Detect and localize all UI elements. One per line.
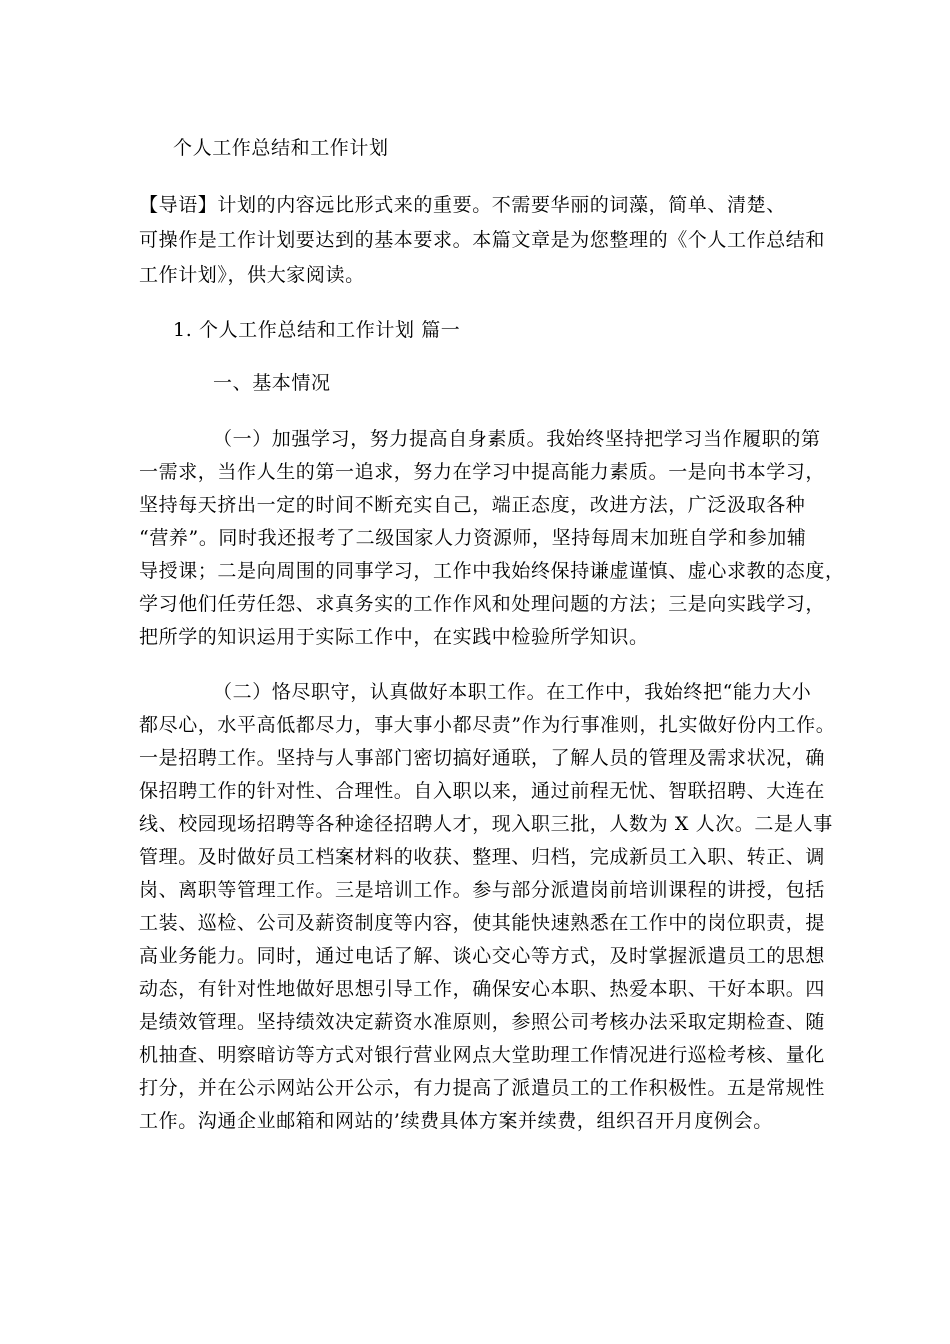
paragraph-line: 一需求，当作人生的第一追求，努力在学习中提高能力素质。一是向书本学习， xyxy=(139,461,826,483)
paragraph-line: 坚持每天挤出一定的时间不断充实自己，端正态度，改进方法，广泛汲取各种 xyxy=(139,494,806,516)
paragraph-line: 是绩效管理。坚持绩效决定薪资水准原则，参照公司考核办法采取定期检查、随 xyxy=(139,1011,826,1033)
paragraph-line: “营养”。同时我还报考了二级国家人力资源师，坚持每周末加班自学和参加辅 xyxy=(139,527,807,549)
intro-line: 【导语】计划的内容远比形式来的重要。不需要华丽的词藻，简单、清楚、 xyxy=(139,194,786,216)
paragraph-line: 保招聘工作的针对性、合理性。自入职以来，通过前程无忧、智联招聘、大连在 xyxy=(139,780,826,802)
paragraph-line: 都尽心，水平高低都尽力，事大事小都尽责”作为行事准则，扎实做好份内工作。 xyxy=(139,714,836,736)
paragraph-line: 一是招聘工作。坚持与人事部门密切搞好通联，了解人员的管理及需求状况，确 xyxy=(139,747,826,769)
paragraph-line: 机抽查、明察暗访等方式对银行营业网点大堂助理工作情况进行巡检考核、量化 xyxy=(139,1044,826,1066)
paragraph-line: 工装、巡检、公司及薪资制度等内容，使其能快速熟悉在工作中的岗位职责，提 xyxy=(139,912,826,934)
subsection-heading: 一、基本情况 xyxy=(213,372,331,394)
paragraph-line: （二）恪尽职守，认真做好本职工作。在工作中，我始终把“能力大小 xyxy=(213,681,812,703)
section-heading: 1. 个人工作总结和工作计划 篇一 xyxy=(173,319,461,341)
paragraph-line: 工作。沟通企业邮箱和网站的’续费具体方案并续费，组织召开月度例会。 xyxy=(139,1110,773,1132)
paragraph-line: 高业务能力。同时，通过电话了解、谈心交心等方式，及时掌握派遣员工的思想 xyxy=(139,945,826,967)
paragraph-line: （一）加强学习，努力提高自身素质。我始终坚持把学习当作履职的第 xyxy=(213,428,821,450)
paragraph-line: 导授课；二是向周围的同事学习，工作中我始终保持谦虚谨慎、虚心求教的态度， xyxy=(139,560,845,582)
paragraph-line: 管理。及时做好员工档案材料的收获、整理、归档，完成新员工入职、转正、调 xyxy=(139,846,826,868)
intro-line: 工作计划》，供大家阅读。 xyxy=(139,264,365,286)
paragraph-line: 线、校园现场招聘等各种途径招聘人才，现入职三批，人数为 X 人次。二是人事 xyxy=(139,813,833,835)
paragraph-line: 岗、离职等管理工作。三是培训工作。参与部分派遣岗前培训课程的讲授，包括 xyxy=(139,879,826,901)
paragraph-line: 把所学的知识运用于实际工作中，在实践中检验所学知识。 xyxy=(139,626,649,648)
paragraph-line: 动态，有针对性地做好思想引导工作，确保安心本职、热爱本职、干好本职。四 xyxy=(139,978,826,1000)
paragraph-line: 打分，并在公示网站公开公示，有力提高了派遣员工的工作积极性。五是常规性 xyxy=(139,1077,826,1099)
document-title: 个人工作总结和工作计划 xyxy=(173,137,389,159)
paragraph-line: 学习他们任劳任怨、求真务实的工作作风和处理问题的方法；三是向实践学习， xyxy=(139,593,826,615)
intro-line: 可操作是工作计划要达到的基本要求。本篇文章是为您整理的《个人工作总结和 xyxy=(139,229,826,251)
